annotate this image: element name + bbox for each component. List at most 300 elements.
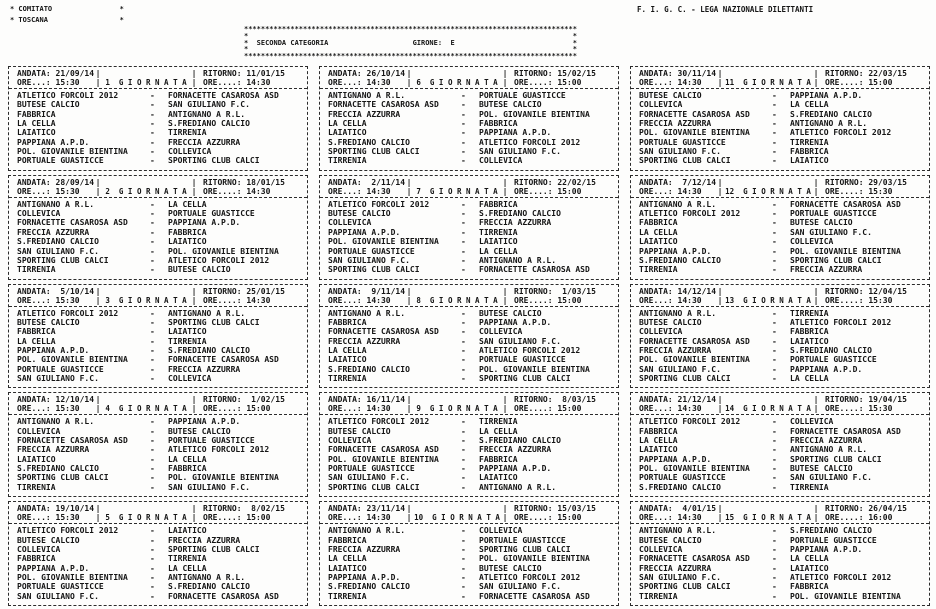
dash-separator: - bbox=[461, 572, 466, 582]
dash-separator: - bbox=[461, 436, 466, 446]
away-team: BUTESE CALCIO bbox=[168, 265, 231, 275]
home-team: BUTESE CALCIO bbox=[639, 91, 702, 100]
column-separator: | bbox=[406, 504, 412, 514]
andata-time: 14:30 bbox=[677, 513, 702, 523]
times-row bbox=[320, 296, 618, 305]
match-row bbox=[9, 200, 307, 209]
match-row bbox=[9, 147, 307, 156]
dash-separator: - bbox=[150, 436, 155, 446]
andata-time: 15:30 bbox=[55, 404, 80, 414]
dash-separator: - bbox=[772, 128, 777, 138]
match-row bbox=[631, 91, 929, 100]
dash-separator: - bbox=[461, 255, 466, 265]
match-row bbox=[631, 582, 929, 591]
ritorno-time: 14:30 bbox=[246, 295, 271, 305]
ritorno-cell bbox=[821, 178, 929, 187]
matches-list bbox=[320, 198, 618, 275]
ritorno-label: RITORNO: bbox=[203, 69, 247, 78]
match-row bbox=[9, 91, 307, 100]
home-team: FRECCIA AZZURRA bbox=[328, 544, 401, 554]
ore-ritorno-label: ORE....: bbox=[514, 186, 558, 196]
ore-ritorno-cell bbox=[510, 404, 618, 413]
column-separator: | bbox=[95, 186, 101, 196]
times-row bbox=[320, 404, 618, 413]
column-separator: | bbox=[502, 69, 508, 78]
column-separator: | bbox=[502, 513, 508, 523]
match-row bbox=[631, 573, 929, 582]
away-team: SAN GIULIANO F.C. bbox=[790, 473, 872, 483]
home-team: LAIATICO bbox=[328, 128, 367, 138]
ore-andata-label: ORE...: bbox=[17, 404, 56, 414]
home-team: PAPPIANA A.P.D. bbox=[328, 227, 401, 237]
match-row bbox=[9, 355, 307, 364]
match-row bbox=[9, 209, 307, 218]
matches-list bbox=[631, 89, 929, 166]
away-team: TIRRENIA bbox=[168, 336, 207, 346]
home-team: SAN GIULIANO F.C. bbox=[639, 364, 721, 374]
andata-time: 14:30 bbox=[677, 78, 702, 87]
away-team: BUTESE CALCIO bbox=[479, 308, 542, 318]
column-separator: | bbox=[191, 404, 197, 414]
dash-separator: - bbox=[150, 156, 155, 166]
away-team: POL. GIOVANILE BIENTINA bbox=[479, 554, 590, 564]
matches-list bbox=[9, 524, 307, 601]
match-row bbox=[320, 346, 618, 355]
match-row bbox=[631, 536, 929, 545]
giornata-header bbox=[320, 393, 618, 415]
dash-separator: - bbox=[461, 473, 466, 483]
home-team: LA CELLA bbox=[328, 345, 367, 355]
match-row bbox=[631, 436, 929, 445]
away-team: LA CELLA bbox=[790, 554, 829, 564]
away-team: FORNACETTE CASAROSA ASD bbox=[168, 591, 279, 601]
away-team: ATLETICO FORCOLI 2012 bbox=[479, 572, 581, 582]
dash-separator: - bbox=[772, 345, 777, 355]
home-team: TIRRENIA bbox=[639, 265, 678, 275]
andata-cell bbox=[320, 69, 404, 78]
match-row bbox=[9, 427, 307, 436]
ritorno-time: 15:00 bbox=[557, 295, 582, 305]
matches-list bbox=[9, 89, 307, 166]
home-team: SAN GIULIANO F.C. bbox=[328, 255, 410, 265]
dash-separator: - bbox=[772, 582, 777, 592]
dash-separator: - bbox=[150, 464, 155, 474]
header-spacer bbox=[414, 287, 500, 296]
ore-andata-label: ORE...: bbox=[639, 513, 678, 523]
title-box-padding-row: * * bbox=[244, 31, 577, 40]
away-team: LAIATICO bbox=[790, 336, 829, 346]
andata-cell bbox=[631, 395, 715, 404]
ritorno-time: 15:00 bbox=[868, 78, 893, 87]
dash-separator: - bbox=[150, 526, 155, 536]
andata-date: 9/11/14 bbox=[366, 286, 406, 296]
home-team: FABBRICA bbox=[17, 109, 56, 119]
header-spacer bbox=[725, 504, 811, 513]
andata-date: 26/10/14 bbox=[366, 69, 406, 78]
ritorno-date: 22/02/15 bbox=[557, 177, 596, 187]
dates-row bbox=[320, 69, 618, 78]
match-row bbox=[320, 156, 618, 165]
match-row bbox=[9, 156, 307, 165]
column-separator: | bbox=[406, 286, 412, 296]
dash-separator: - bbox=[150, 255, 155, 265]
dash-separator: - bbox=[772, 544, 777, 554]
match-row bbox=[631, 327, 929, 336]
match-row bbox=[320, 237, 618, 246]
dash-separator: - bbox=[461, 109, 466, 119]
match-row bbox=[631, 209, 929, 218]
match-row bbox=[320, 536, 618, 545]
giornata-header bbox=[320, 502, 618, 524]
away-team: ANTIGNANO A R.L. bbox=[479, 482, 557, 492]
match-row bbox=[320, 200, 618, 209]
andata-date: 12/10/14 bbox=[55, 395, 95, 405]
column-separator: | bbox=[406, 395, 412, 405]
home-team: COLLEVICA bbox=[639, 100, 683, 110]
ore-ritorno-label: ORE....: bbox=[825, 78, 869, 87]
andata-label: ANDATA: bbox=[17, 177, 56, 187]
home-team: FORNACETTE CASAROSA ASD bbox=[17, 218, 128, 228]
away-team: FABBRICA bbox=[790, 147, 829, 157]
ore-ritorno-cell bbox=[510, 187, 618, 196]
away-team: LAIATICO bbox=[479, 473, 518, 483]
giornata-box bbox=[319, 175, 619, 280]
ritorno-date: 26/04/15 bbox=[868, 504, 907, 514]
home-team: COLLEVICA bbox=[17, 426, 61, 436]
dash-separator: - bbox=[772, 374, 777, 383]
dash-separator: - bbox=[461, 265, 466, 275]
away-team: SPORTING CLUB CALCI bbox=[168, 544, 260, 554]
dates-row bbox=[9, 287, 307, 296]
away-team: FABBRICA bbox=[790, 327, 829, 337]
andata-label: ANDATA: bbox=[639, 395, 678, 405]
column-separator: | bbox=[191, 78, 197, 87]
ritorno-cell bbox=[199, 504, 307, 513]
column-separator: | bbox=[717, 177, 723, 187]
home-team: POL. GIOVANILE BIENTINA bbox=[17, 572, 128, 582]
andata-time: 14:30 bbox=[677, 295, 702, 305]
home-team: ANTIGNANO A R.L. bbox=[639, 199, 717, 209]
match-row bbox=[9, 436, 307, 445]
ritorno-label: RITORNO: bbox=[825, 177, 869, 187]
away-team: FABBRICA bbox=[168, 227, 207, 237]
home-team: PORTUALE GUASTICCE bbox=[17, 364, 104, 374]
column-separator: | bbox=[502, 395, 508, 405]
home-team: LA CELLA bbox=[328, 119, 367, 129]
match-row bbox=[9, 464, 307, 473]
home-team: S.FREDIANO CALCIO bbox=[328, 364, 410, 374]
header-spacer bbox=[103, 504, 189, 513]
match-row bbox=[320, 592, 618, 601]
column-separator: | bbox=[502, 404, 508, 414]
andata-cell bbox=[631, 178, 715, 187]
dash-separator: - bbox=[150, 554, 155, 564]
home-team: FRECCIA AZZURRA bbox=[328, 336, 401, 346]
dash-separator: - bbox=[461, 591, 466, 601]
dash-separator: - bbox=[772, 563, 777, 573]
ritorno-time: 14:30 bbox=[246, 78, 271, 87]
away-team: SPORTING CLUB CALCI bbox=[479, 544, 571, 554]
away-team: LAIATICO bbox=[168, 237, 207, 247]
giornata-box bbox=[319, 66, 619, 171]
giornata-number-label: 6 G I O R N A T A bbox=[416, 78, 498, 87]
dates-row bbox=[631, 504, 929, 513]
home-team: SPORTING CLUB CALCI bbox=[328, 482, 420, 492]
ritorno-label: RITORNO: bbox=[203, 395, 247, 405]
home-team: PAPPIANA A.P.D. bbox=[17, 137, 90, 147]
home-team: LA CELLA bbox=[17, 119, 56, 129]
home-team: POL. GIOVANILE BIENTINA bbox=[17, 355, 128, 365]
ritorno-cell bbox=[510, 287, 618, 296]
column-separator: | bbox=[813, 395, 819, 405]
home-team: ATLETICO FORCOLI 2012 bbox=[328, 199, 430, 209]
ritorno-time: 15:30 bbox=[868, 186, 893, 196]
dates-row bbox=[320, 395, 618, 404]
ore-andata-cell bbox=[320, 78, 404, 87]
home-team: POL. GIOVANILE BIENTINA bbox=[639, 128, 750, 138]
matches-list bbox=[320, 415, 618, 492]
match-row bbox=[631, 200, 929, 209]
ore-ritorno-label: ORE....: bbox=[203, 404, 247, 414]
andata-label: ANDATA: bbox=[328, 286, 367, 296]
dash-separator: - bbox=[461, 128, 466, 138]
home-team: ANTIGNANO A R.L. bbox=[639, 526, 717, 536]
giornata-number-label: 4 G I O R N A T A bbox=[105, 404, 187, 414]
dash-separator: - bbox=[150, 237, 155, 247]
ritorno-label: RITORNO: bbox=[825, 395, 869, 405]
ritorno-date: 8/03/15 bbox=[557, 395, 596, 405]
dash-separator: - bbox=[461, 526, 466, 536]
times-row bbox=[9, 513, 307, 522]
home-team: SPORTING CLUB CALCI bbox=[328, 265, 420, 275]
ore-andata-cell bbox=[631, 513, 715, 522]
header-spacer bbox=[414, 178, 500, 187]
giornata-number-label: 11 G I O R N A T A bbox=[725, 78, 811, 87]
giornata-header bbox=[9, 393, 307, 415]
match-row bbox=[320, 138, 618, 147]
away-team: LAIATICO bbox=[790, 563, 829, 573]
away-team: SPORTING CLUB CALCI bbox=[790, 255, 882, 265]
dash-separator: - bbox=[772, 317, 777, 327]
column-separator: | bbox=[813, 69, 819, 78]
away-team: PAPPIANA A.P.D. bbox=[168, 218, 241, 228]
dash-separator: - bbox=[150, 591, 155, 601]
home-team: ANTIGNANO A R.L. bbox=[328, 308, 406, 318]
away-team: ANTIGNANO A R.L. bbox=[790, 119, 868, 129]
match-row bbox=[320, 327, 618, 336]
giornata-number-label: 14 G I O R N A T A bbox=[725, 404, 811, 414]
away-team: FORNACETTE CASAROSA ASD bbox=[168, 355, 279, 365]
ore-ritorno-label: ORE....: bbox=[203, 295, 247, 305]
ritorno-date: 11/01/15 bbox=[246, 69, 285, 78]
andata-date: 4/01/15 bbox=[677, 504, 717, 514]
away-team: LA CELLA bbox=[168, 199, 207, 209]
away-team: PAPPIANA A.P.D. bbox=[479, 464, 552, 474]
ore-ritorno-cell bbox=[510, 78, 618, 87]
dash-separator: - bbox=[150, 582, 155, 592]
home-team: POL. GIOVANILE BIENTINA bbox=[639, 355, 750, 365]
dash-separator: - bbox=[150, 137, 155, 147]
match-row bbox=[320, 265, 618, 274]
away-team: COLLEVICA bbox=[168, 374, 212, 383]
ore-ritorno-label: ORE....: bbox=[203, 513, 247, 523]
away-team: S.FREDIANO CALCIO bbox=[790, 109, 872, 119]
match-row bbox=[320, 218, 618, 227]
home-team: SAN GIULIANO F.C. bbox=[17, 591, 99, 601]
dates-row bbox=[9, 69, 307, 78]
dates-row bbox=[320, 287, 618, 296]
column-separator: | bbox=[717, 78, 723, 87]
giornata-number-label: 3 G I O R N A T A bbox=[105, 295, 187, 305]
header-spacer bbox=[725, 287, 811, 296]
home-team: SPORTING CLUB CALCI bbox=[639, 582, 731, 592]
away-team: POL. GIOVANILE BIENTINA bbox=[168, 473, 279, 483]
dash-separator: - bbox=[772, 218, 777, 228]
away-team: BUTESE CALCIO bbox=[790, 464, 853, 474]
home-team: BUTESE CALCIO bbox=[639, 317, 702, 327]
column-separator: | bbox=[191, 295, 197, 305]
matches-list bbox=[9, 198, 307, 275]
home-team: S.FREDIANO CALCIO bbox=[17, 237, 99, 247]
away-team: FABBRICA bbox=[168, 464, 207, 474]
away-team: FRECCIA AZZURRA bbox=[790, 265, 863, 275]
ritorno-cell bbox=[199, 287, 307, 296]
match-row bbox=[320, 455, 618, 464]
column-separator: | bbox=[717, 404, 723, 414]
committee-line: * COMITATO * bbox=[10, 5, 124, 13]
dash-separator: - bbox=[150, 308, 155, 318]
title-box-border-bottom: ******************************************************************************* bbox=[244, 52, 577, 61]
home-team: BUTESE CALCIO bbox=[328, 209, 391, 219]
dash-separator: - bbox=[150, 199, 155, 209]
dash-separator: - bbox=[150, 265, 155, 275]
dash-separator: - bbox=[461, 445, 466, 455]
ritorno-date: 15/03/15 bbox=[557, 504, 596, 514]
ritorno-cell bbox=[199, 69, 307, 78]
match-row bbox=[320, 119, 618, 128]
ore-ritorno-cell bbox=[199, 513, 307, 522]
dash-separator: - bbox=[772, 227, 777, 237]
match-row bbox=[631, 309, 929, 318]
dash-separator: - bbox=[461, 199, 466, 209]
ritorno-cell bbox=[821, 504, 929, 513]
match-row bbox=[631, 483, 929, 492]
match-row bbox=[9, 247, 307, 256]
giornata-header bbox=[631, 285, 929, 307]
giornata-box bbox=[630, 66, 930, 171]
title-box-border-top: ******************************************************************************* bbox=[244, 25, 577, 33]
match-row bbox=[631, 473, 929, 482]
home-team: LAIATICO bbox=[17, 128, 56, 138]
matches-list bbox=[631, 307, 929, 384]
away-team: FORNACETTE CASAROSA ASD bbox=[168, 91, 279, 100]
ritorno-date: 18/01/15 bbox=[246, 177, 285, 187]
dash-separator: - bbox=[772, 100, 777, 110]
match-row bbox=[631, 346, 929, 355]
match-row bbox=[9, 483, 307, 492]
andata-date: 5/10/14 bbox=[55, 286, 95, 296]
dash-separator: - bbox=[461, 308, 466, 318]
column-separator: | bbox=[191, 513, 197, 523]
ore-andata-cell bbox=[320, 187, 404, 196]
away-team: ATLETICO FORCOLI 2012 bbox=[479, 345, 581, 355]
ritorno-cell bbox=[199, 395, 307, 404]
away-team: COLLEVICA bbox=[168, 147, 212, 157]
home-team: SPORTING CLUB CALCI bbox=[639, 374, 731, 383]
home-team: LAIATICO bbox=[328, 355, 367, 365]
away-team: SAN GIULIANO F.C. bbox=[479, 336, 561, 346]
away-team: PAPPIANA A.P.D. bbox=[790, 544, 863, 554]
andata-label: ANDATA: bbox=[17, 69, 56, 78]
column-separator: | bbox=[406, 69, 412, 78]
home-team: COLLEVICA bbox=[328, 218, 372, 228]
column-separator: | bbox=[502, 177, 508, 187]
home-team: ATLETICO FORCOLI 2012 bbox=[328, 417, 430, 427]
giornata-header bbox=[320, 176, 618, 198]
away-team: COLLEVICA bbox=[479, 156, 523, 166]
match-row bbox=[631, 592, 929, 601]
giornata-header bbox=[9, 176, 307, 198]
andata-date: 16/11/14 bbox=[366, 395, 406, 405]
ore-ritorno-label: ORE....: bbox=[825, 295, 869, 305]
away-team: TIRRENIA bbox=[790, 308, 829, 318]
ritorno-label: RITORNO: bbox=[825, 286, 869, 296]
away-team: ATLETICO FORCOLI 2012 bbox=[790, 317, 892, 327]
dates-row bbox=[631, 395, 929, 404]
giornata-box bbox=[319, 284, 619, 389]
home-team: ATLETICO FORCOLI 2012 bbox=[17, 308, 119, 318]
column-separator: | bbox=[406, 404, 412, 414]
match-row bbox=[320, 554, 618, 563]
dash-separator: - bbox=[150, 100, 155, 110]
column-separator: | bbox=[813, 286, 819, 296]
times-row bbox=[631, 404, 929, 413]
match-row bbox=[631, 337, 929, 346]
match-row bbox=[631, 247, 929, 256]
column-separator: | bbox=[191, 504, 197, 514]
andata-label: ANDATA: bbox=[328, 69, 367, 78]
column-separator: | bbox=[95, 177, 101, 187]
match-row bbox=[320, 473, 618, 482]
andata-date: 14/12/14 bbox=[677, 286, 717, 296]
ore-ritorno-cell bbox=[510, 296, 618, 305]
away-team: BUTESE CALCIO bbox=[790, 218, 853, 228]
away-team: S.FREDIANO CALCIO bbox=[479, 436, 561, 446]
andata-cell bbox=[631, 504, 715, 513]
ritorno-time: 15:00 bbox=[246, 404, 271, 414]
andata-date: 28/09/14 bbox=[55, 177, 95, 187]
dash-separator: - bbox=[772, 199, 777, 209]
dash-separator: - bbox=[461, 227, 466, 237]
dash-separator: - bbox=[772, 535, 777, 545]
dash-separator: - bbox=[772, 156, 777, 166]
times-row bbox=[9, 78, 307, 87]
dash-separator: - bbox=[150, 374, 155, 383]
column-separator: | bbox=[813, 78, 819, 87]
dash-separator: - bbox=[461, 464, 466, 474]
ritorno-date: 25/01/15 bbox=[246, 286, 285, 296]
home-team: LA CELLA bbox=[639, 436, 678, 446]
times-row bbox=[320, 513, 618, 522]
away-team: PAPPIANA A.P.D. bbox=[479, 317, 552, 327]
match-row bbox=[320, 417, 618, 426]
ritorno-cell bbox=[510, 504, 618, 513]
home-team: FORNACETTE CASAROSA ASD bbox=[17, 436, 128, 446]
home-team: POL. GIOVANILE BIENTINA bbox=[328, 237, 439, 247]
match-row bbox=[631, 365, 929, 374]
dash-separator: - bbox=[772, 336, 777, 346]
column-separator: | bbox=[813, 186, 819, 196]
